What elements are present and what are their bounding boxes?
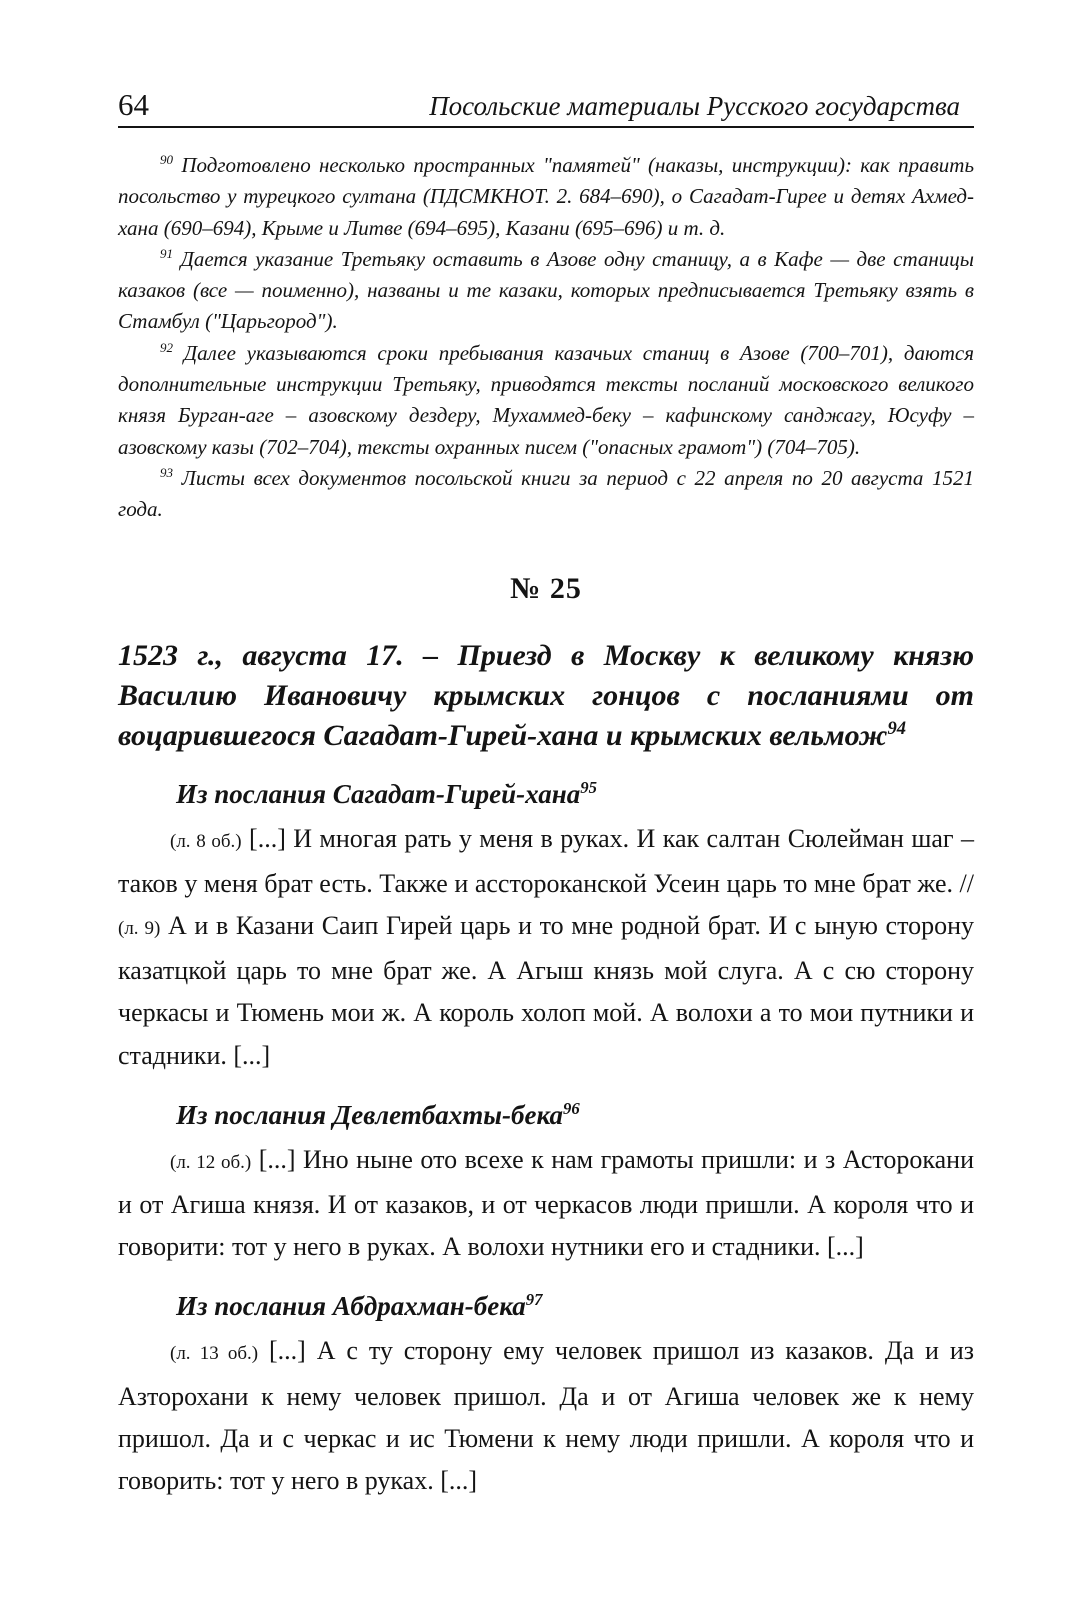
book-page	[118, 86, 974, 1502]
folio-reference: (л. 13 об.)	[170, 1343, 259, 1365]
section-text: [...] А с ту сторону ему человек пришол из казаков. Да и из Азторохани к нему человек пришол. Да и от Агиша человек же к нему пришол. Да и с черкас и ис Тюмени к нему люди пришли. А короля что и говорить: тот у него в руках. [...]	[118, 1336, 974, 1495]
document-heading-text: 1523 г., августа 17. – Приезд в Москву к великому князю Василию Ивановичу крымских гонцов с посланиями от воцарившегося Сагадат-Гирей-хана и крымских вельмож	[118, 638, 974, 752]
footnote	[118, 244, 974, 338]
footnote-number: 92	[160, 339, 174, 355]
footnote-text: Листы всех документов посольской книги за период с 22 апреля по 20 августа 1521 года.	[118, 465, 974, 522]
section-body	[118, 1330, 974, 1502]
footnote-number: 90	[160, 152, 174, 167]
footnote-number: 93	[160, 464, 174, 480]
section-text: А и в Казани Саип Гирей царь и то мне родной брат. И с ыную сторону казатцкой царь то мне брат же. А Агыш князь мой слуга. А с сю сторону черкасы и Тюмень мои ж. А король холоп мой. А волохи а то мои путники и стадники. [...]	[118, 910, 975, 1070]
folio-reference: (л. 9)	[118, 917, 161, 939]
footnote-ref: 97	[525, 1290, 543, 1310]
footnote-ref: 96	[562, 1098, 580, 1118]
section-title-text: Из послания Девлетбахты-бека	[176, 1099, 563, 1130]
section-title	[118, 1286, 974, 1326]
running-title: Посольские материалы Русского государства	[429, 91, 960, 121]
section-title	[118, 774, 974, 814]
footnote	[118, 150, 974, 244]
footnotes	[118, 150, 974, 526]
page-number: 64	[118, 87, 149, 122]
footnote-number: 91	[160, 245, 174, 261]
footnote-text: Далее указываются сроки пребывания казачьих станиц в Азове (700–701), даются дополнительные инструкции Третьяку, приводятся тексты посланий московского великого князя Бурган-аге – азовскому дездеру, Мухаммед-беку – кафинскому санджагу, Юсуфу – азовскому казы (702–704), тексты охранных писем ("опасных грамот") (704–705).	[118, 340, 974, 459]
section-title-text: Из послания Сагадат-Гирей-хана	[176, 778, 581, 809]
section-text: [...] Ино ныне ото всехе к нам грамоты пришли: и з Асторокани и от Агиша князя. И от казаков, и от черкасов люди пришли. А короля что и говорити: тот у него в руках. А волохи нутники его и стадники. [...]	[118, 1144, 975, 1262]
footnote-ref: 94	[887, 717, 907, 739]
footnote	[118, 338, 974, 463]
document-heading	[118, 636, 974, 756]
footnote-text: Подготовлено несколько пространных "памятей" (наказы, инструкции): как править посольство у турецкого султана (ПДСМКНОТ. 2. 684–690), о Сагадат-Гирее и детях Ахмед-хана (690–694), Крыме и Литве (694–695), Казани (695–696) и т. д.	[118, 153, 975, 240]
running-head	[118, 86, 974, 128]
document-number: № 25	[510, 571, 582, 605]
folio-reference: (л. 8 об.)	[170, 830, 242, 852]
section-body	[118, 818, 974, 1077]
section-body	[118, 1139, 974, 1269]
footnote	[118, 463, 974, 526]
section-title-text: Из послания Абдрахман-бека	[176, 1291, 526, 1322]
folio-reference: (л. 12 об.)	[170, 1151, 252, 1173]
footnote-ref: 95	[580, 777, 598, 797]
section-title	[118, 1095, 974, 1135]
footnote-text: Дается указание Третьяку оставить в Азове одну станицу, а в Кафе — две станицы казаков (все — поименно), названы и те казаки, которых предписывается Третьяку взять в Стамбул ("Царьгород").	[118, 246, 975, 334]
section-text: [...] И многая рать у меня в руках. И как салтан Сюлейман шаг – таков у меня брат есть. Также и асстороканской Усеин царь то мне брат же. //	[118, 823, 974, 898]
